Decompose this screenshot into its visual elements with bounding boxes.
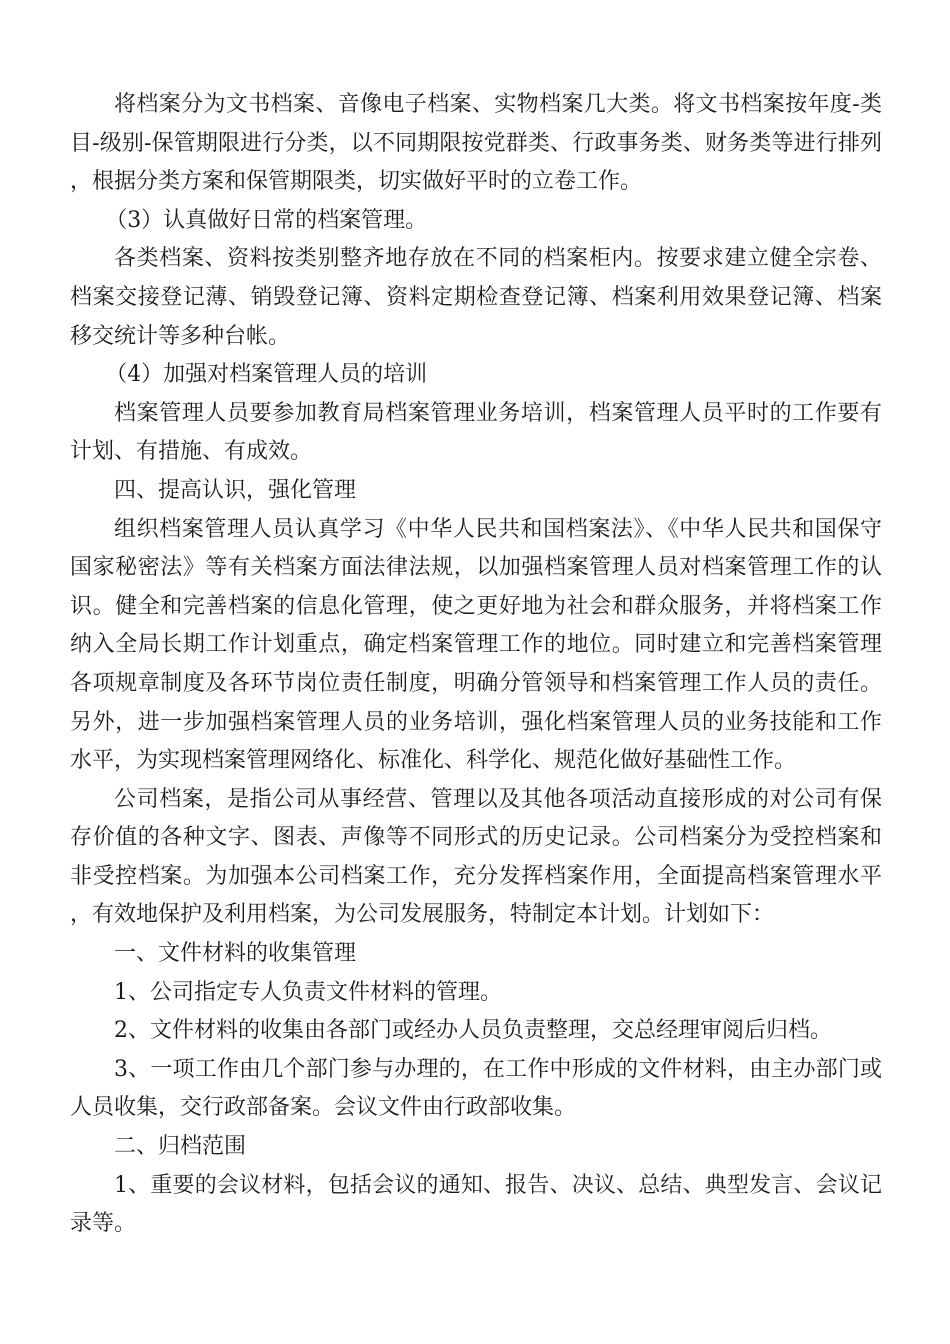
heading-section-four: 四、提高认识，强化管理 — [114, 477, 357, 503]
document-page — [70, 86, 882, 1244]
list-item-3: 3、一项工作由几个部门参与办理的，在工作中形成的文件材料，由主办部门或人员收集，交行政部备案。会议文件由行政部收集。 — [70, 1056, 882, 1121]
paragraph-archive-classification: 将档案分为文书档案、音像电子档案、实物档案几大类。将文书档案按年度-类目-级别-保管期限进行分类，以不同期限按党群类、行政事务类、财务类等进行排列，根据分类方案和保管期限类，切实做好平时的立卷工作。 — [70, 92, 882, 195]
list-item-2: 2、文件材料的收集由各部门或经办人员负责整理，交总经理审阅后归档。 — [114, 1018, 832, 1044]
heading-section-two: 二、归档范围 — [114, 1134, 247, 1160]
paragraph-archive-storage: 各类档案、资料按类别整齐地存放在不同的档案柜内。按要求建立健全宗卷、档案交接登记薄、销毁登记簿、资料定期检查登记簿、档案利用效果登记簿、档案移交统计等多种台帐。 — [70, 246, 882, 349]
subheading-daily-management: （3）认真做好日常的档案管理。 — [105, 207, 428, 233]
subheading-staff-training: （4）加强对档案管理人员的培训 — [105, 362, 428, 388]
heading-section-one: 一、文件材料的收集管理 — [114, 941, 357, 967]
paragraph-study-laws: 组织档案管理人员认真学习《中华人民共和国档案法》、《中华人民共和国保守国家秘密法》等有关档案方面法律法规，以加强档案管理人员对档案管理工作的认识。健全和完善档案的信息化管理，使之更好地为社会和群众服务，并将档案工作纳入全局长期工作计划重点，确定档案管理工作的地位。同时建立和完善档案管理各项规章制度及各环节岗位责任制度，明确分管领导和档案管理工作人员的责任。另外，进一步加强档案管理人员的业务培训，强化档案管理人员的业务技能和工作水平，为实现档案管理网络化、标准化、科学化、规范化做好基础性工作。 — [70, 516, 882, 774]
paragraph-company-archives: 公司档案，是指公司从事经营、管理以及其他各项活动直接形成的对公司有保存价值的各种文字、图表、声像等不同形式的历史记录。公司档案分为受控档案和非受控档案。为加强本公司档案工作，充分发挥档案作用，全面提高档案管理水平，有效地保护及利用档案，为公司发展服务，特制定本计划。计划如下： — [70, 786, 882, 928]
paragraph-training-plan: 档案管理人员要参加教育局档案管理业务培训，档案管理人员平时的工作要有计划、有措施、有成效。 — [70, 400, 882, 465]
list-item-meeting-materials: 1、重要的会议材料，包括会议的通知、报告、决议、总结、典型发言、会议记录等。 — [70, 1172, 882, 1237]
list-item-1: 1、公司指定专人负责文件材料的管理。 — [114, 979, 502, 1005]
